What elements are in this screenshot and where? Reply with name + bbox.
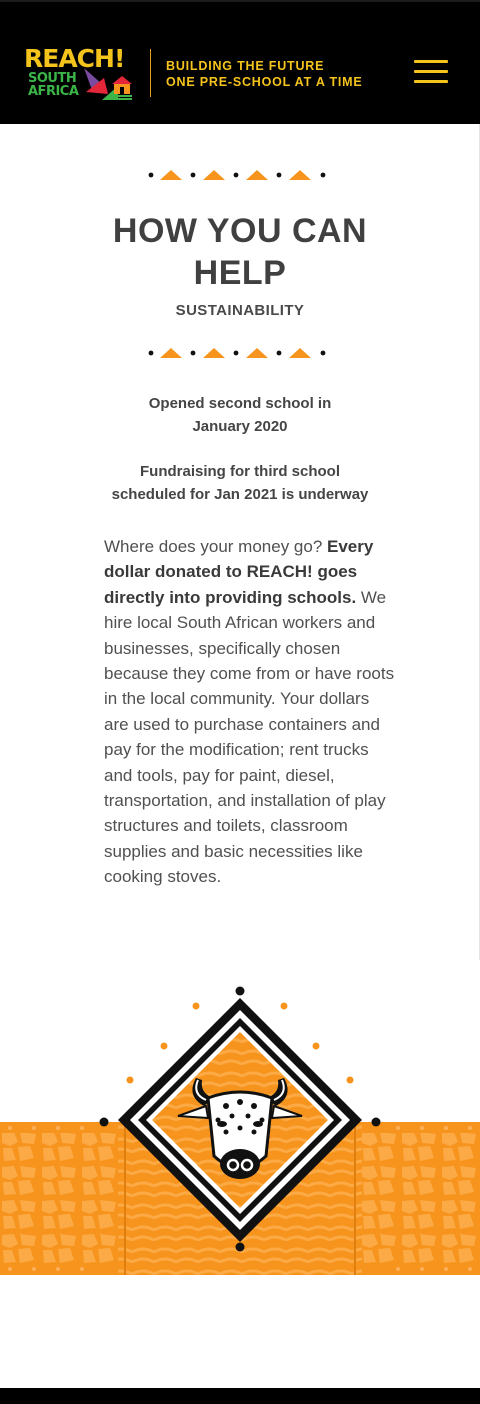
logo-text-reach: REACH! <box>24 44 125 73</box>
body-bold: Every dollar donated to REACH! goes directly into providing schools. <box>104 537 374 607</box>
triangle-dot-ornament-icon <box>148 346 328 360</box>
stat-line: Fundraising for third school <box>140 463 340 480</box>
stat-line: Opened second school in <box>148 395 332 412</box>
tagline-line-2: ONE PRE-SCHOOL AT A TIME <box>166 75 363 89</box>
title-line-1: HOW YOU CAN <box>112 212 368 250</box>
title-line-2: HELP <box>193 254 287 292</box>
stat-third-school <box>60 460 420 506</box>
header-tagline <box>166 58 363 90</box>
site-header <box>0 0 480 124</box>
donation-paragraph <box>104 534 396 890</box>
triangle-dot-ornament-icon <box>148 168 328 182</box>
section-subtitle: SUSTAINABILITY <box>175 302 305 319</box>
how-you-can-help-section <box>0 124 480 960</box>
stat-second-school <box>60 392 420 438</box>
hamburger-icon[interactable] <box>414 60 448 84</box>
body-rest: We hire local South African workers and businesses, specifically chosen because they come from or have roots in the local community. Your dollars are used to purchase containers and pay for the modification; rent trucks and tools, pay for paint, diesel, transportation, and installation of play structures and toilets, classroom supplies and basic necessities like cooking stoves. <box>104 587 395 887</box>
reach-logo[interactable] <box>24 46 136 100</box>
stat-line: scheduled for Jan 2021 is underway <box>111 486 369 503</box>
logo-text-south: SOUTH <box>28 71 77 86</box>
header-divider <box>150 49 151 97</box>
page-title <box>40 210 440 294</box>
logo-text-africa: AFRICA <box>28 84 79 99</box>
school-house-icon <box>78 64 134 100</box>
stat-line: January 2020 <box>192 418 288 435</box>
footer-bar <box>0 1388 480 1404</box>
bull-head-icon <box>0 960 480 1290</box>
tagline-line-1: BUILDING THE FUTURE <box>166 59 325 73</box>
body-intro: Where does your money go? <box>104 537 328 556</box>
